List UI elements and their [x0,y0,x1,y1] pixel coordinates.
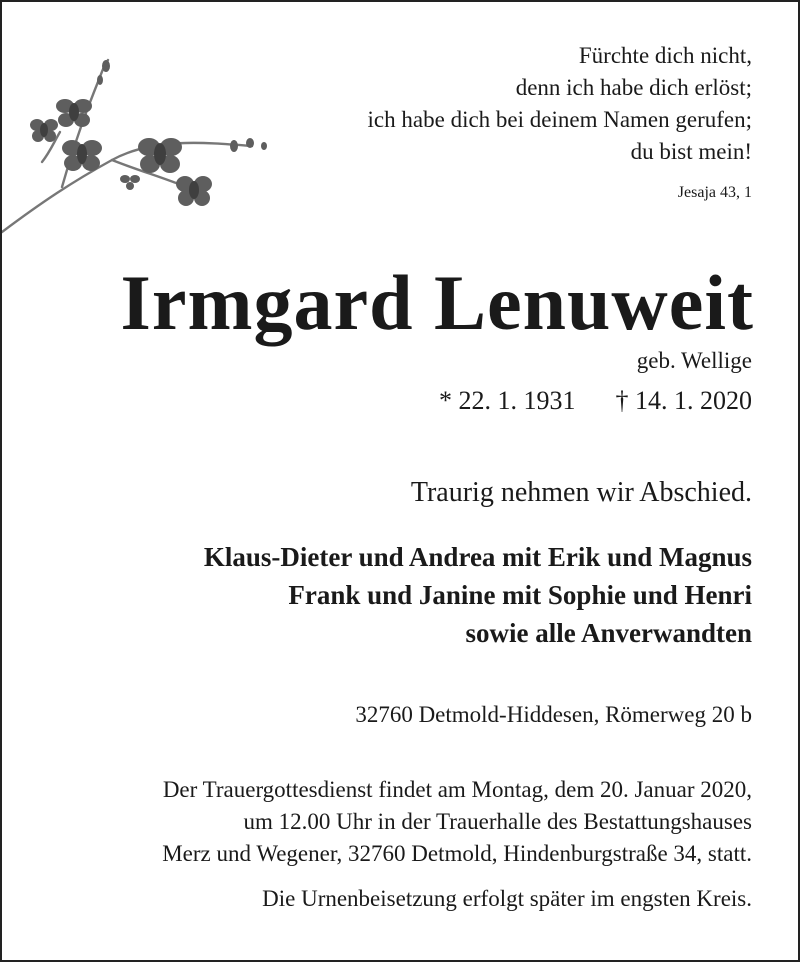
farewell-text: Traurig nehmen wir Abschied. [410,477,752,508]
urn-burial-note: Die Urnenbeisetzung erfolgt später im engsten Kreis. [262,886,752,911]
verse-line: Fürchte dich nicht, [578,43,752,68]
mourners-list [204,538,752,652]
verse-reference: Jesaja 43, 1 [677,184,752,201]
birth-date: * 22. 1. 1931 [439,386,576,415]
service-line: um 12.00 Uhr in der Trauerhalle des Bestattungshauses [243,809,752,834]
orchid-branch-illustration [2,42,292,242]
deceased-name: Irmgard Lenuweit [120,259,754,346]
verse-line: ich habe dich bei deinem Namen gerufen; [367,107,752,132]
service-line: Der Trauergottesdienst findet am Montag, dem 20. Januar 2020, [162,777,752,802]
verse-line: du bist mein! [630,139,752,164]
mourner-line: Klaus-Dieter und Andrea mit Erik und Magnus [203,542,752,572]
death-date: † 14. 1. 2020 [615,386,752,415]
service-line: Merz und Wegener, 32760 Detmold, Hindenburgstraße 34, statt. [162,841,752,866]
life-dates [439,386,752,416]
mourner-line: sowie alle Anverwandten [465,618,752,648]
funeral-service-info [162,774,752,870]
family-address: 32760 Detmold-Hiddesen, Römerweg 20 b [355,702,752,727]
verse-line: denn ich habe dich erlöst; [515,75,752,100]
maiden-name: geb. Wellige [636,348,752,373]
bible-verse [368,40,752,168]
mourner-line: Frank und Janine mit Sophie und Henri [288,580,752,610]
